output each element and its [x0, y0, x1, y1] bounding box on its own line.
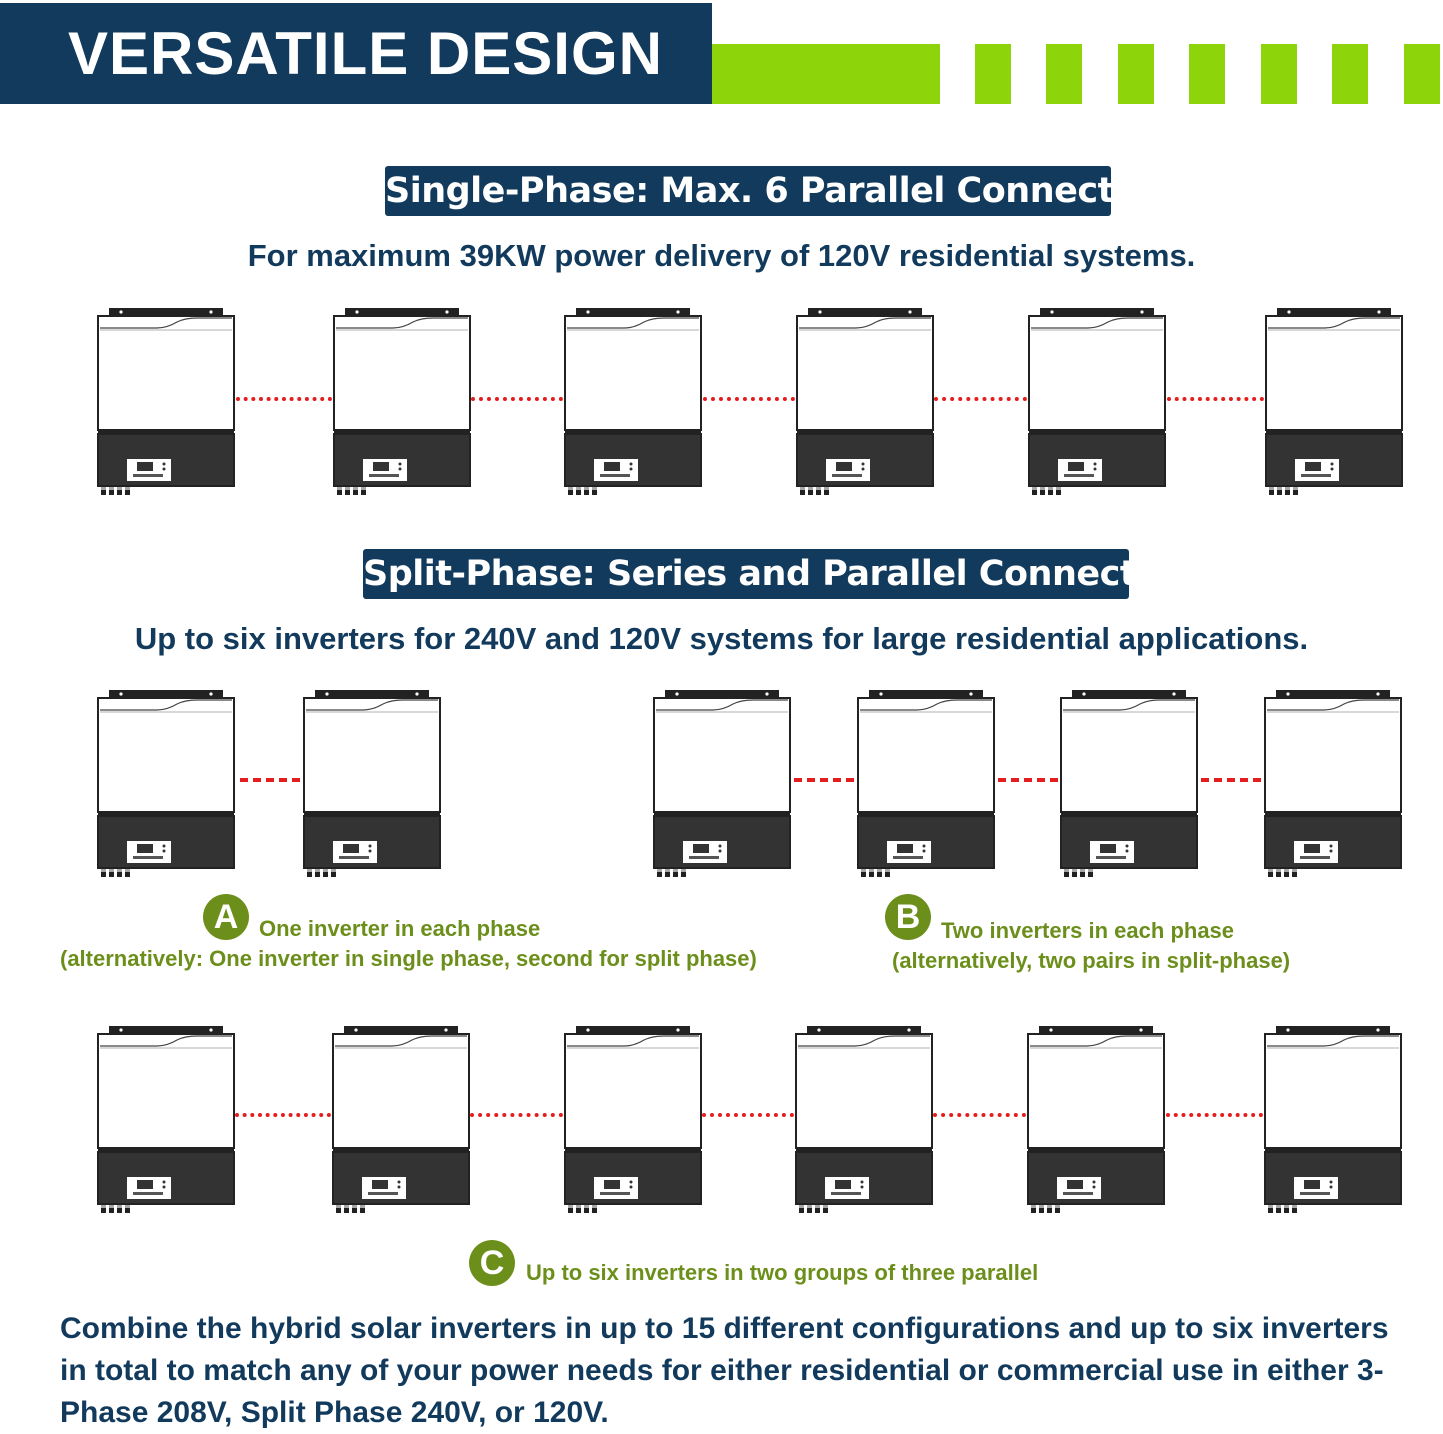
inverter-icon — [1060, 688, 1198, 878]
option-a-badge: A — [203, 894, 249, 940]
inverter-icon — [564, 1024, 702, 1214]
inverter-icon — [332, 1024, 470, 1214]
page-title: VERSATILE DESIGN — [68, 20, 663, 87]
inverter-icon — [653, 688, 791, 878]
inverter-icon — [564, 306, 702, 496]
header-accent-block — [1118, 44, 1154, 104]
option-c-title: Up to six inverters in two groups of three parallel — [526, 1260, 1039, 1285]
option-c-badge: C — [469, 1240, 515, 1286]
parallel-connector — [235, 1113, 331, 1117]
inverter-icon — [1265, 306, 1403, 496]
single-phase-subtitle: For maximum 39KW power delivery of 120V residential systems. — [247, 238, 1196, 273]
header-accent-block — [1404, 44, 1440, 104]
parallel-connector — [702, 1113, 794, 1117]
header-accent-block — [975, 44, 1011, 104]
option-b-note: (alternatively, two pairs in split-phase) — [892, 948, 1291, 973]
inverter-icon — [1264, 1024, 1402, 1214]
split-phase-subtitle: Up to six inverters for 240V and 120V systems for large residential applications. — [134, 621, 1309, 656]
inverter-icon — [857, 688, 995, 878]
single-phase-heading: Single-Phase: Max. 6 Parallel Connection — [385, 166, 1111, 216]
parallel-connector — [470, 1113, 563, 1117]
option-a-note: (alternatively: One inverter in single phase, second for split phase) — [60, 946, 757, 971]
option-b-title: Two inverters in each phase — [941, 918, 1235, 943]
inverter-icon — [97, 688, 235, 878]
parallel-connector — [703, 397, 795, 401]
inverter-icon — [97, 306, 235, 496]
series-connector — [1201, 778, 1261, 782]
inverter-icon — [303, 688, 441, 878]
inverter-icon — [796, 306, 934, 496]
header-accent-block — [1046, 44, 1082, 104]
header-accent-block — [1189, 44, 1225, 104]
header-accent-block — [1332, 44, 1368, 104]
series-connector — [240, 778, 300, 782]
inverter-icon — [97, 1024, 235, 1214]
inverter-icon — [1264, 688, 1402, 878]
parallel-connector — [1166, 1113, 1263, 1117]
parallel-connector — [236, 397, 332, 401]
parallel-connector — [933, 1113, 1026, 1117]
inverter-icon — [333, 306, 471, 496]
option-b-badge: B — [885, 894, 931, 940]
header-accent-bar — [712, 44, 940, 104]
parallel-connector — [1167, 397, 1264, 401]
series-connector — [998, 778, 1058, 782]
header-accent-block — [1261, 44, 1297, 104]
inverter-icon — [795, 1024, 933, 1214]
split-phase-heading: Split-Phase: Series and Parallel Connection — [363, 549, 1129, 599]
series-connector — [794, 778, 854, 782]
inverter-icon — [1028, 306, 1166, 496]
option-a-title: One inverter in each phase — [259, 916, 541, 941]
parallel-connector — [471, 397, 563, 401]
footer-description: Combine the hybrid solar inverters in up to 15 different configurations and up to six inverters in total to match any of your power needs for either residential or commercial use in either 3-Phase 208V, Split Phase 240V, or 120V. — [60, 1312, 1389, 1429]
parallel-connector — [934, 397, 1027, 401]
inverter-icon — [1027, 1024, 1165, 1214]
